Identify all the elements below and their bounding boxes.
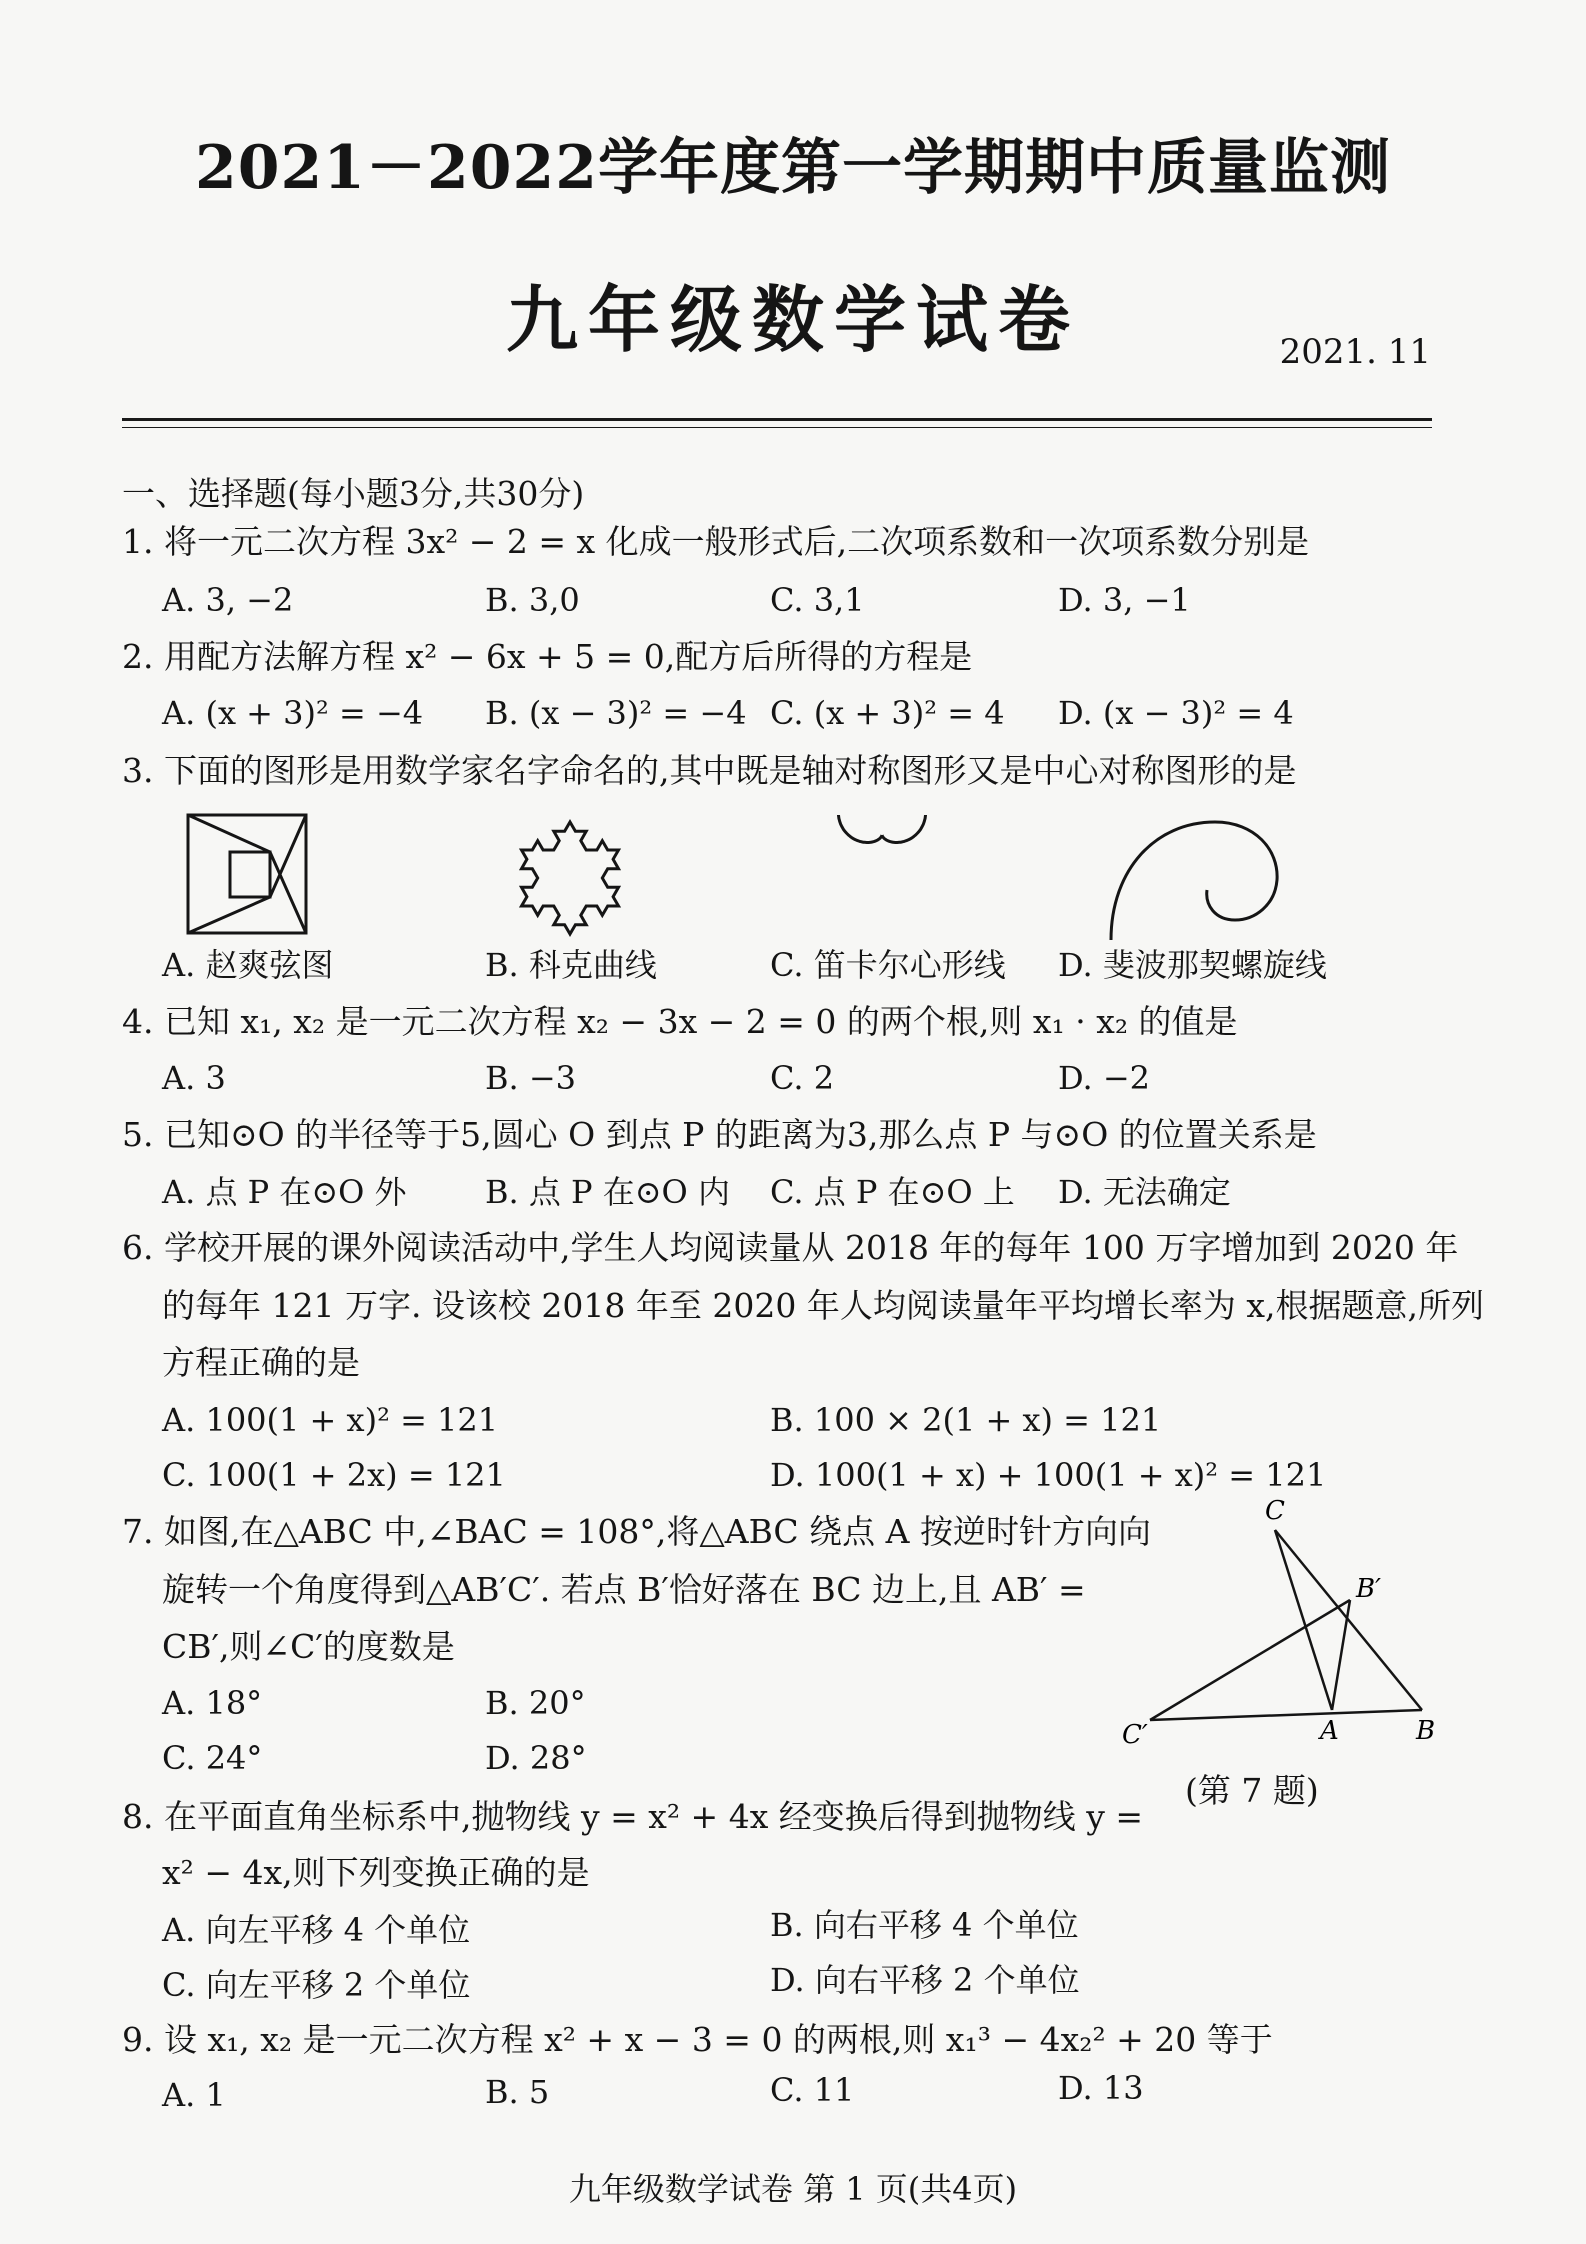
koch-curve-figure (505, 810, 635, 940)
question-1-stem: 1. 将一元二次方程 3x² − 2 = x 化成一般形式后,二次项系数和一次项系数分别是 (122, 522, 1310, 561)
q6-option-d: D. 100(1 + x) + 100(1 + x)² = 121 (770, 1456, 1327, 1494)
q2-option-c: C. (x + 3)² = 4 (770, 694, 1005, 732)
q3-option-d: D. 斐波那契螺旋线 (1058, 946, 1327, 984)
question-6-stem-line-1: 6. 学校开展的课外阅读活动中,学生人均阅读量从 2018 年的每年 100 万字增加到 2020 年 (122, 1228, 1459, 1267)
q5-option-c: C. 点 P 在⊙O 上 (770, 1173, 1015, 1211)
q6-option-b: B. 100 × 2(1 + x) = 121 (770, 1401, 1162, 1439)
q5-option-b: B. 点 P 在⊙O 内 (485, 1173, 730, 1211)
q3-option-a: A. 赵爽弦图 (162, 946, 334, 984)
q2-option-a: A. (x + 3)² = −4 (162, 694, 424, 732)
q2-option-b: B. (x − 3)² = −4 (485, 694, 747, 732)
point-label-a: A (1320, 1716, 1339, 1746)
q4-option-d: D. −2 (1058, 1059, 1151, 1097)
question-7-stem-line-2: 旋转一个角度得到△AB′C′. 若点 B′恰好落在 BC 边上,且 AB′ = (162, 1570, 1086, 1609)
q5-option-a: A. 点 P 在⊙O 外 (162, 1173, 407, 1211)
point-label-c-prime: C′ (1122, 1720, 1148, 1750)
q9-option-d: D. 13 (1058, 2069, 1144, 2107)
point-label-b-prime: B′ (1356, 1574, 1382, 1604)
exam-date: 2021. 11 (1279, 332, 1431, 372)
header-divider-thick (122, 418, 1432, 421)
cardioid-figure (812, 815, 952, 945)
question-8-stem-line-2: x² − 4x,则下列变换正确的是 (162, 1853, 590, 1892)
q7-option-b: B. 20° (485, 1684, 586, 1722)
q8-option-c: C. 向左平移 2 个单位 (162, 1966, 471, 2004)
q1-option-d: D. 3, −1 (1058, 581, 1191, 619)
question-9-stem: 9. 设 x₁, x₂ 是一元二次方程 x² + x − 3 = 0 的两根,则 x₁³ − 4x₂² + 20 等于 (122, 2020, 1273, 2059)
q8-option-a: A. 向左平移 4 个单位 (162, 1911, 471, 1949)
q9-option-b: B. 5 (485, 2073, 550, 2111)
exam-subtitle: 九年级数学试卷 (505, 277, 1080, 362)
section-heading: 一、选择题(每小题3分,共30分) (122, 474, 585, 513)
q1-option-b: B. 3,0 (485, 581, 580, 619)
page-footer: 九年级数学试卷 第 1 页(共4页) (568, 2170, 1018, 2208)
q8-option-b: B. 向右平移 4 个单位 (770, 1906, 1079, 1944)
question-6-stem-line-2: 的每年 121 万字. 设该校 2018 年至 2020 年人均阅读量年平均增长率为 x,根据题意,所列 (162, 1286, 1484, 1325)
q9-option-a: A. 1 (162, 2076, 226, 2114)
question-3-stem: 3. 下面的图形是用数学家名字命名的,其中既是轴对称图形又是中心对称图形的是 (122, 751, 1297, 790)
question-8-stem-line-1: 8. 在平面直角坐标系中,抛物线 y = x² + 4x 经变换后得到抛物线 y = (122, 1797, 1144, 1836)
q3-option-b: B. 科克曲线 (485, 946, 657, 984)
q1-option-a: A. 3, −2 (162, 581, 294, 619)
q7-option-a: A. 18° (162, 1684, 263, 1722)
q4-option-b: B. −3 (485, 1059, 577, 1097)
q3-option-c: C. 笛卡尔心形线 (770, 946, 1006, 984)
question-7-triangle-figure (1120, 1495, 1450, 1755)
q4-option-a: A. 3 (162, 1059, 226, 1097)
exam-title: 2021－2022学年度第一学期期中质量监测 (195, 133, 1391, 203)
question-7-figure-caption: (第 7 题) (1185, 1771, 1319, 1810)
q9-option-c: C. 11 (770, 2071, 855, 2109)
header-divider-thin (122, 427, 1432, 428)
fibonacci-spiral-figure (1095, 810, 1285, 945)
q2-option-d: D. (x − 3)² = 4 (1058, 694, 1294, 732)
question-7-stem-line-3: CB′,则∠C′的度数是 (162, 1627, 455, 1666)
question-2-stem: 2. 用配方法解方程 x² − 6x + 5 = 0,配方后所得的方程是 (122, 637, 973, 676)
q1-option-c: C. 3,1 (770, 581, 865, 619)
q6-option-c: C. 100(1 + 2x) = 121 (162, 1456, 506, 1494)
q5-option-d: D. 无法确定 (1058, 1173, 1231, 1211)
zhao-shuang-chord-figure (185, 812, 310, 937)
q7-option-c: C. 24° (162, 1739, 263, 1777)
q6-option-a: A. 100(1 + x)² = 121 (162, 1401, 499, 1439)
point-label-c: C (1265, 1496, 1285, 1526)
question-7-stem-line-1: 7. 如图,在△ABC 中,∠BAC = 108°,将△ABC 绕点 A 按逆时针方向向 (122, 1512, 1151, 1551)
point-label-b: B (1416, 1716, 1436, 1746)
q4-option-c: C. 2 (770, 1059, 835, 1097)
question-6-stem-line-3: 方程正确的是 (162, 1343, 360, 1382)
question-5-stem: 5. 已知⊙O 的半径等于5,圆心 O 到点 P 的距离为3,那么点 P 与⊙O 的位置关系是 (122, 1115, 1317, 1154)
question-4-stem: 4. 已知 x₁, x₂ 是一元二次方程 x₂ − 3x − 2 = 0 的两个根,则 x₁ · x₂ 的值是 (122, 1002, 1238, 1041)
q8-option-d: D. 向右平移 2 个单位 (770, 1961, 1080, 1999)
q7-option-d: D. 28° (485, 1739, 587, 1777)
